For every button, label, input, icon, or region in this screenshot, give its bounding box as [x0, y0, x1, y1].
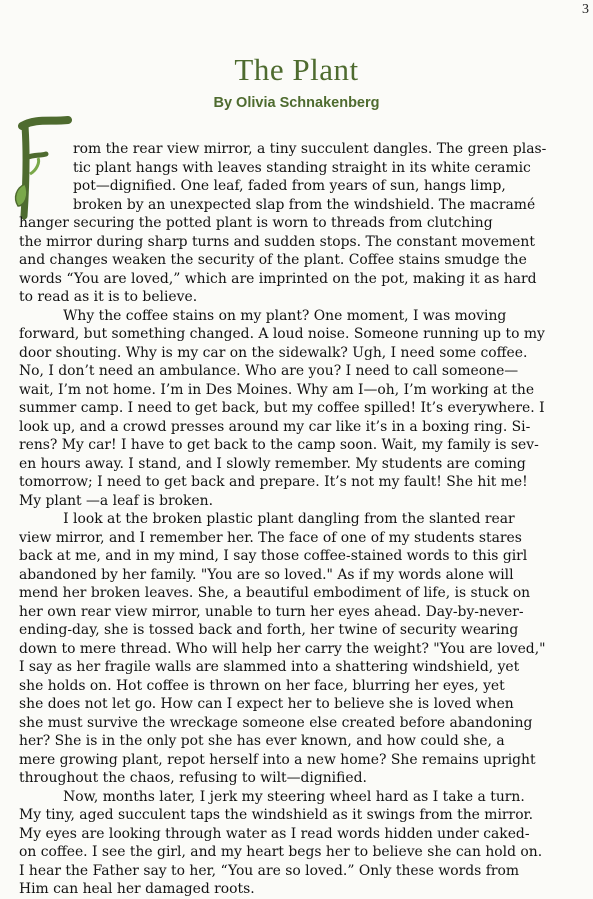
- text-line: Him can heal her damaged roots.: [19, 881, 255, 897]
- page-number: 3: [582, 2, 589, 17]
- text-line: on coffee. I see the girl, and my heart begs her to believe she can hold on.: [19, 844, 543, 860]
- text-line: down to mere thread. Who will help her carry the weight? "You are loved,": [19, 640, 546, 657]
- text-line: broken by an unexpected slap from the windshield. The macramé: [73, 196, 536, 213]
- text-line: back at me, and in my mind, I say those coffee-stained words to this girl: [19, 548, 528, 564]
- text-line: view mirror, and I remember her. The face of one of my students stares: [19, 529, 522, 546]
- text-line: look up, and a crowd presses around my car like it’s in a boxing ring. Si-: [19, 418, 531, 435]
- text-line: Now, months later, I jerk my steering wheel hard as I take a turn.: [19, 788, 525, 805]
- text-line: rom the rear view mirror, a tiny succulent dangles. The green plas-: [73, 141, 547, 157]
- text-line: My plant —a leaf is broken.: [19, 492, 214, 509]
- text-line: wait, I’m not home. I’m in Des Moines. Why am I—oh, I’m working at the: [19, 381, 535, 398]
- text-line: mend her broken leaves. She, a beautiful embodiment of life, is stuck on: [19, 585, 531, 601]
- text-line: pot—dignified. One leaf, faded from years of sun, hangs limp,: [73, 178, 506, 194]
- text-line: hanger securing the potted plant is worn to threads from clutching: [19, 215, 493, 231]
- text-line: ending-day, she is tossed back and forth, her twine of security wearing: [19, 622, 519, 638]
- text-line: No, I don’t need an ambulance. Who are you? I need to call someone—: [19, 363, 519, 379]
- text-line: to read as it is to believe.: [19, 289, 198, 305]
- text-line: throughout the chaos, refusing to wilt—dignified.: [19, 770, 367, 786]
- text-line: rens? My car! I have to get back to the camp soon. Wait, my family is sev-: [19, 437, 539, 453]
- text-line: tomorrow; I need to get back and prepare. It’s not my fault! She hit me!: [19, 474, 528, 490]
- text-line: her? She is in the only pot she has ever known, and how could she, a: [19, 733, 505, 749]
- text-line: tic plant hangs with leaves standing straight in its white ceramic: [73, 159, 531, 176]
- text-line: abandoned by her family. "You are so loved." As if my words alone will: [19, 566, 514, 583]
- text-line: and changes weaken the security of the plant. Coffee stains smudge the: [19, 252, 527, 268]
- text-line: words “You are loved,” which are imprinted on the pot, making it as hard: [19, 270, 537, 287]
- text-line: I say as her fragile walls are slammed into a shattering windshield, yet: [19, 659, 520, 675]
- text-line: the mirror during sharp turns and sudden stops. The constant movement: [19, 233, 535, 250]
- page-title: The Plant: [234, 52, 359, 87]
- text-line: her own rear view mirror, unable to turn her eyes ahead. Day-by-never-: [19, 603, 524, 620]
- text-line: My tiny, aged succulent taps the windshield as it swings from the mirror.: [19, 807, 534, 823]
- text-line: en hours away. I stand, and I slowly remember. My students are coming: [19, 455, 526, 472]
- text-line: I hear the Father say to her, “You are so loved.” Only these words from: [19, 862, 520, 879]
- text-line: summer camp. I need to get back, but my coffee spilled! It’s everywhere. I: [19, 400, 545, 416]
- text-line: My eyes are looking through water as I read words hidden under caked-: [19, 825, 530, 842]
- text-line: she holds on. Hot coffee is thrown on her face, blurring her eyes, yet: [19, 677, 505, 694]
- text-line: she does not let go. How can I expect her to believe she is loved when: [19, 696, 514, 712]
- text-line: forward, but something changed. A loud noise. Someone running up to my: [19, 326, 545, 342]
- byline: By Olivia Schnakenberg: [213, 95, 380, 111]
- text-line: door shouting. Why is my car on the sidewalk? Ugh, I need some coffee.: [19, 344, 528, 361]
- story-body: [19, 140, 559, 899]
- text-line: she must survive the wreckage someone else created before abandoning: [19, 714, 533, 731]
- text-line: I look at the broken plastic plant dangling from the slanted rear: [19, 511, 515, 527]
- text-line: Why the coffee stains on my plant? One moment, I was moving: [19, 307, 507, 324]
- text-line: mere growing plant, repot herself into a new home? She remains upright: [19, 751, 536, 768]
